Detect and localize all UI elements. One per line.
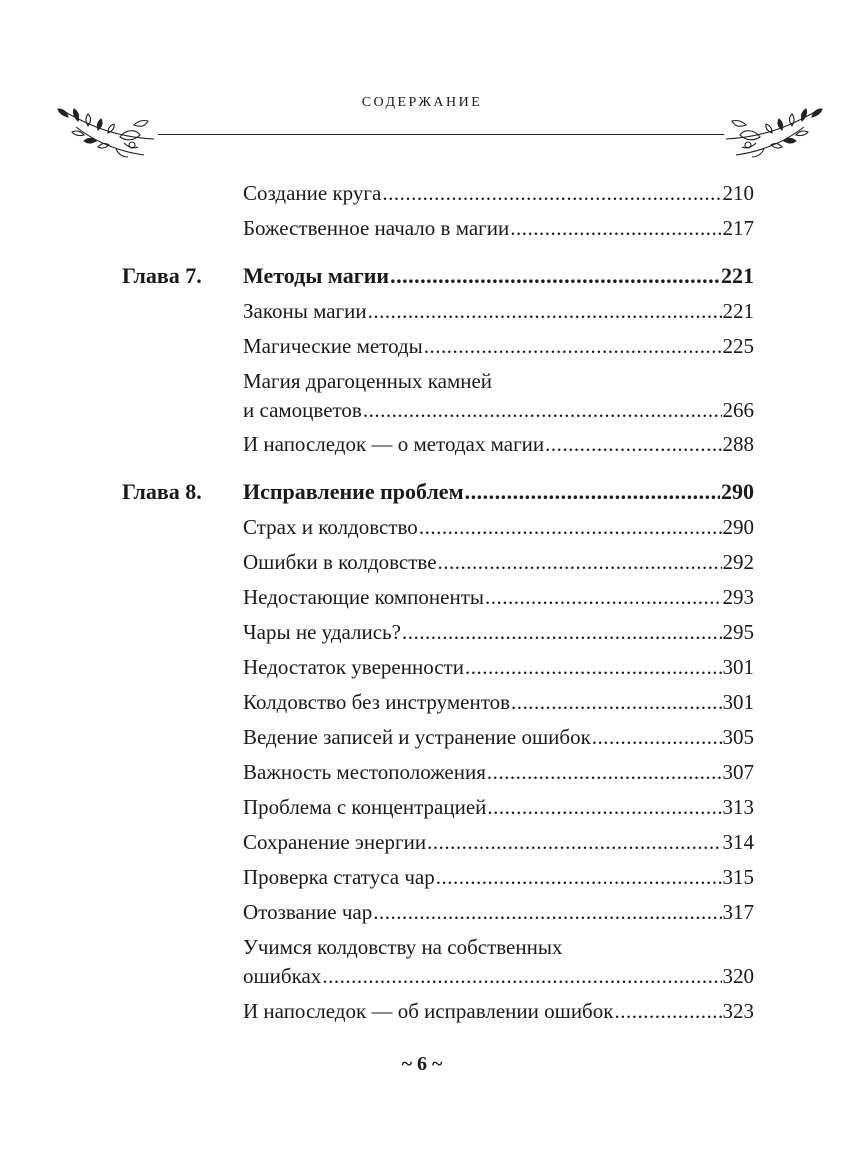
- toc-entry-title: Ошибки в колдовстве: [243, 550, 437, 574]
- toc-entry-page: 301: [722, 655, 754, 679]
- toc-entry-page: 221: [721, 263, 754, 288]
- toc-entry[interactable]: [243, 725, 754, 750]
- toc-entry[interactable]: [243, 515, 754, 540]
- toc-entry-page: 323: [722, 999, 754, 1023]
- toc-entry-page: 320: [722, 964, 754, 988]
- toc-entry[interactable]: [243, 181, 754, 206]
- toc-entry-page: 317: [722, 900, 754, 924]
- toc-entry-page: 221: [722, 299, 754, 323]
- toc-entry-page: 293: [722, 585, 754, 609]
- toc-leader-dots: [438, 550, 722, 575]
- toc-leader-dots: [427, 830, 721, 855]
- toc-entry-page: 313: [722, 795, 754, 819]
- toc-entry-page: 307: [722, 760, 754, 784]
- toc-leader-dots: [436, 865, 722, 890]
- toc-entry-title: Магические методы: [243, 334, 423, 358]
- toc-entry[interactable]: [243, 865, 754, 890]
- toc-leader-dots: [465, 479, 720, 505]
- toc-entry-title: Создание круга: [243, 181, 382, 205]
- toc-entry[interactable]: [243, 398, 754, 423]
- toc-leader-dots: [390, 263, 720, 289]
- toc-leader-dots: [545, 432, 721, 457]
- toc-entry-page: 266: [722, 398, 754, 422]
- toc-leader-dots: [363, 398, 722, 423]
- toc-entry-page: 315: [722, 865, 754, 889]
- toc-entry-title: Недостаток уверенности: [243, 655, 464, 679]
- page-header: [0, 95, 844, 165]
- toc-entry-title: Проблема с концентрацией: [243, 795, 487, 819]
- toc-entry-page: 292: [722, 550, 754, 574]
- toc-entry[interactable]: [243, 432, 754, 457]
- laurel-ornament-right-icon: [722, 97, 826, 163]
- toc-entry[interactable]: [243, 585, 754, 610]
- toc-entry-title: Законы магии: [243, 299, 367, 323]
- toc-entry-title: И напоследок — о методах магии: [243, 432, 545, 456]
- toc-leader-dots: [511, 690, 721, 715]
- toc-entry-title: Методы магии: [243, 263, 390, 288]
- toc-entry-title: Сохранение энергии: [243, 830, 427, 854]
- toc-entry-page: 314: [722, 830, 754, 854]
- toc-entry-page: 301: [722, 690, 754, 714]
- toc-entry-title: Страх и колдовство: [243, 515, 418, 539]
- toc-entry-title: и самоцветов: [243, 398, 362, 422]
- toc-chapter-entry[interactable]: [243, 263, 754, 289]
- toc-entry-page: 210: [722, 181, 754, 205]
- toc-entry[interactable]: [243, 655, 754, 680]
- toc-entry-title: Проверка статуса чар: [243, 865, 435, 889]
- toc-entry[interactable]: [243, 550, 754, 575]
- toc-leader-dots: [322, 964, 721, 989]
- toc-leader-dots: [510, 216, 721, 241]
- toc-entry[interactable]: [243, 334, 754, 359]
- toc-entry-title: И напоследок — об исправлении ошибок: [243, 999, 614, 1023]
- toc-leader-dots: [485, 585, 721, 610]
- page-number: ~ 6 ~: [401, 1053, 443, 1075]
- toc-leader-dots: [465, 655, 722, 680]
- toc-entry-title: Недостающие компоненты: [243, 585, 485, 609]
- toc-leader-dots: [614, 999, 721, 1024]
- toc-leader-dots: [487, 795, 721, 820]
- toc-entry[interactable]: [243, 620, 754, 645]
- toc-leader-dots: [487, 760, 722, 785]
- toc-leader-dots: [382, 181, 721, 206]
- toc-entry-title: Исправление проблем: [243, 479, 464, 504]
- toc-leader-dots: [373, 900, 721, 925]
- toc-entry-title: Чары не удались?: [243, 620, 401, 644]
- toc-leader-dots: [402, 620, 722, 645]
- toc-entry-page: 295: [722, 620, 754, 644]
- toc-entry-title: Важность местоположения: [243, 760, 486, 784]
- toc-chapter-entry[interactable]: [243, 479, 754, 505]
- toc-entry[interactable]: [243, 830, 754, 855]
- toc-entry[interactable]: [243, 999, 754, 1024]
- toc-entry[interactable]: [243, 216, 754, 241]
- page-title: СОДЕРЖАНИЕ: [361, 95, 483, 110]
- toc-entry[interactable]: [243, 299, 754, 324]
- toc-entry[interactable]: [243, 964, 754, 989]
- toc-entry-page: 225: [722, 334, 754, 358]
- toc-entry-first-line: Учимся колдовству на собственных: [243, 935, 563, 959]
- header-rule: [158, 134, 724, 135]
- toc-entry-title: Ведение записей и устранение ошибок: [243, 725, 591, 749]
- toc-entry-title: Отозвание чар: [243, 900, 373, 924]
- toc-entry-page: 217: [722, 216, 754, 240]
- toc-entry-page: 290: [722, 515, 754, 539]
- chapter-label: Глава 8.: [122, 479, 202, 504]
- toc-leader-dots: [368, 299, 722, 324]
- toc-leader-dots: [419, 515, 722, 540]
- toc-entry-page: 290: [721, 479, 754, 504]
- toc-entry-title: ошибках: [243, 964, 322, 988]
- toc-leader-dots: [592, 725, 722, 750]
- toc-entry[interactable]: [243, 760, 754, 785]
- toc-entry-title: Колдовство без инструментов: [243, 690, 511, 714]
- toc-entry-page: 305: [722, 725, 754, 749]
- toc-entry[interactable]: [243, 900, 754, 925]
- chapter-label: Глава 7.: [122, 263, 202, 288]
- toc-entry[interactable]: [243, 690, 754, 715]
- toc-leader-dots: [424, 334, 722, 359]
- toc-entry-first-line: Магия драгоценных камней: [243, 369, 493, 393]
- laurel-ornament-left-icon: [54, 97, 158, 163]
- toc-entry[interactable]: [243, 795, 754, 820]
- toc-entry-title: Божественное начало в магии: [243, 216, 510, 240]
- toc-entry-page: 288: [722, 432, 754, 456]
